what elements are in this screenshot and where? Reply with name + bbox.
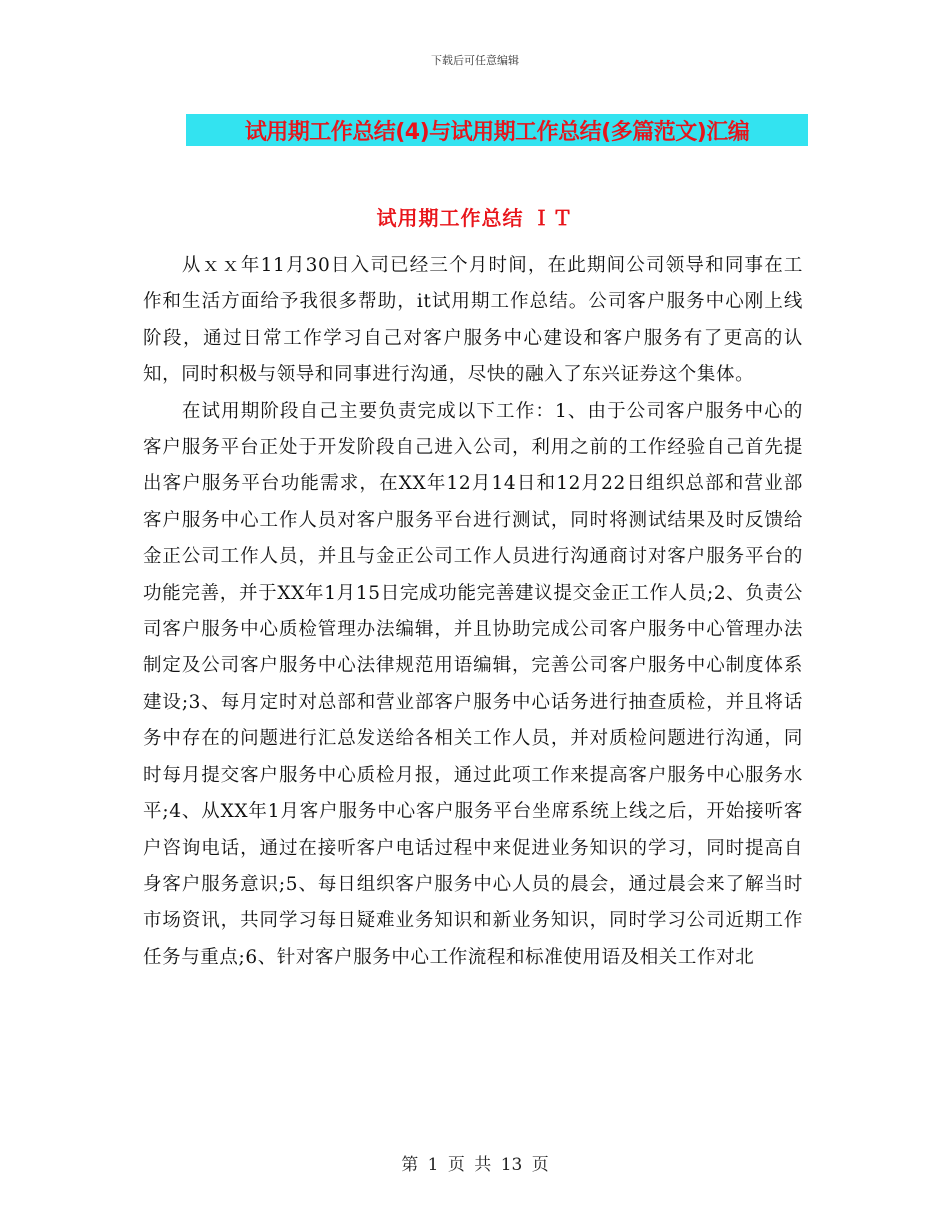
document-title-highlight [186, 114, 808, 146]
body-paragraph-1: 从ｘｘ年11月30日入司已经三个月时间，在此期间公司领导和同事在工作和生活方面给予我很多帮助，it试用期工作总结。公司客户服务中心刚上线阶段，通过日常工作学习自己对客户服务中心建设和客户服务有了更高的认知，同时积极与领导和同事进行沟通，尽快的融入了东兴证券这个集体。 [143, 255, 803, 386]
document-body [143, 248, 803, 976]
document-title: 试用期工作总结(4)与试用期工作总结(多篇范文)汇编 [244, 119, 750, 145]
body-paragraph-2: 在试用期阶段自己主要负责完成以下工作：1、由于公司客户服务中心的客户服务平台正处于开发阶段自己进入公司，利用之前的工作经验自己首先提出客户服务平台功能需求，在XX年12月14日和12月22日组织总部和营业部客户服务中心工作人员对客户服务平台进行测试，同时将测试结果及时反馈给金正公司工作人员，并且与金正公司工作人员进行沟通商讨对客户服务平台的功能完善，并于XX年1月15日完成功能完善建议提交金正工作人员;2、负责公司客户服务中心质检管理办法编辑，并且协助完成公司客户服务中心管理办法制定及公司客户服务中心法律规范用语编辑，完善公司客户服务中心制度体系建设;3、每月定时对总部和营业部客户服务中心话务进行抽查质检，并且将话务中存在的问题进行汇总发送给各相关工作人员，并对质检问题进行沟通，同时每月提交客户服务中心质检月报，通过此项工作来提高客户服务中心服务水平;4、从XX年1月客户服务中心客户服务平台坐席系统上线之后，开始接听客户咨询电话，通过在接听客户电话过程中来促进业务知识的学习，同时提高自身客户服务意识;5、每日组织客户服务中心人员的晨会，通过晨会来了解当时市场资讯，共同学习每日疑难业务知识和新业务知识，同时学习公司近期工作任务与重点;6、针对客户服务中心工作流程和标准使用语及相关工作对北 [143, 400, 803, 968]
page-header-note: 下载后可任意编辑 [431, 54, 519, 67]
page-number: 第 1 页 共 13 页 [401, 1155, 549, 1175]
section-title: 试用期工作总结 ＩＴ [376, 206, 574, 230]
